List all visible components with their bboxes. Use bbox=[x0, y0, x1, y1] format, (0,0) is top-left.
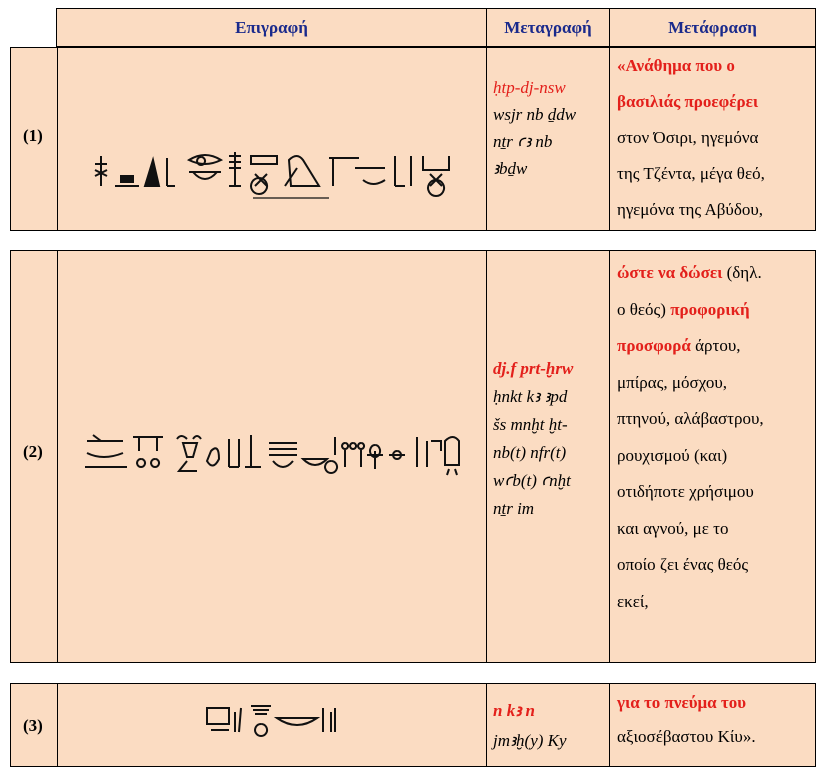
header-inscription: Επιγραφή bbox=[235, 17, 308, 37]
transliteration-line: wꜥb(t) ꜥnḫt bbox=[493, 471, 571, 490]
transliteration-line: nb(t) nfr(t) bbox=[493, 443, 567, 462]
header-transliteration: Μεταγραφή bbox=[504, 17, 592, 37]
transliteration-2 bbox=[493, 355, 573, 523]
row-label: (3) bbox=[23, 716, 43, 735]
table-header bbox=[56, 8, 816, 47]
hieroglyph-sequence-2-icon bbox=[83, 431, 463, 477]
hieroglyph-sequence-3-icon bbox=[203, 702, 343, 742]
row-label: (1) bbox=[23, 126, 43, 145]
table-row bbox=[10, 683, 816, 767]
translation-3: για το πνεύμα του αξιοσέβαστου Κίυ». bbox=[617, 693, 756, 746]
transliteration-line: jmꜣḫ(y) Ky bbox=[493, 731, 567, 750]
transliteration-line: n kꜣ n bbox=[493, 701, 535, 720]
transliteration-line: wsjr nb ḏdw bbox=[493, 105, 577, 124]
row-label: (2) bbox=[23, 442, 43, 461]
translation-2: ώστε να δώσει (δηλ. ο θεός) προφορική προσφορά άρτου, μπίρας, μόσχου, πτηνού, αλάβαστρου, ρουχισμού (και) οτιδήποτε χρήσιμου και αγνού, με το οποίο ζει ένας θεός εκεί, bbox=[617, 263, 764, 611]
table-row bbox=[10, 47, 816, 231]
transliteration-3 bbox=[493, 696, 567, 756]
transliteration-line: ḥtp-dj-nsw bbox=[493, 78, 566, 97]
transliteration-line: šs mnḫt ḫt- bbox=[493, 415, 568, 434]
transliteration-line: nṯr im bbox=[493, 499, 535, 518]
translation-line: ηγεμόνα της Αβύδου, bbox=[617, 200, 763, 219]
translation-line: της Τζέντα, μέγα θεό, bbox=[617, 164, 765, 183]
header-translation: Μετάφραση bbox=[668, 17, 757, 37]
transliteration-line: ꜣbḏw bbox=[493, 159, 528, 178]
transliteration-line: ḥnkt kꜣ ꜣpd bbox=[493, 387, 568, 406]
hieroglyph-sequence-1-icon bbox=[93, 146, 453, 201]
transliteration-line: dj.f prt-ḫrw bbox=[493, 359, 574, 378]
translation-1 bbox=[617, 48, 765, 228]
table-row bbox=[10, 250, 816, 663]
transliteration-1 bbox=[493, 74, 576, 182]
translation-line: «Ανάθημα που ο bbox=[617, 56, 735, 75]
translation-line: βασιλιάς προεφέρει bbox=[617, 92, 759, 111]
transliteration-line: nṯr ꜥꜣ nb bbox=[493, 132, 553, 151]
translation-line: στον Όσιρι, ηγεμόνα bbox=[617, 128, 759, 147]
